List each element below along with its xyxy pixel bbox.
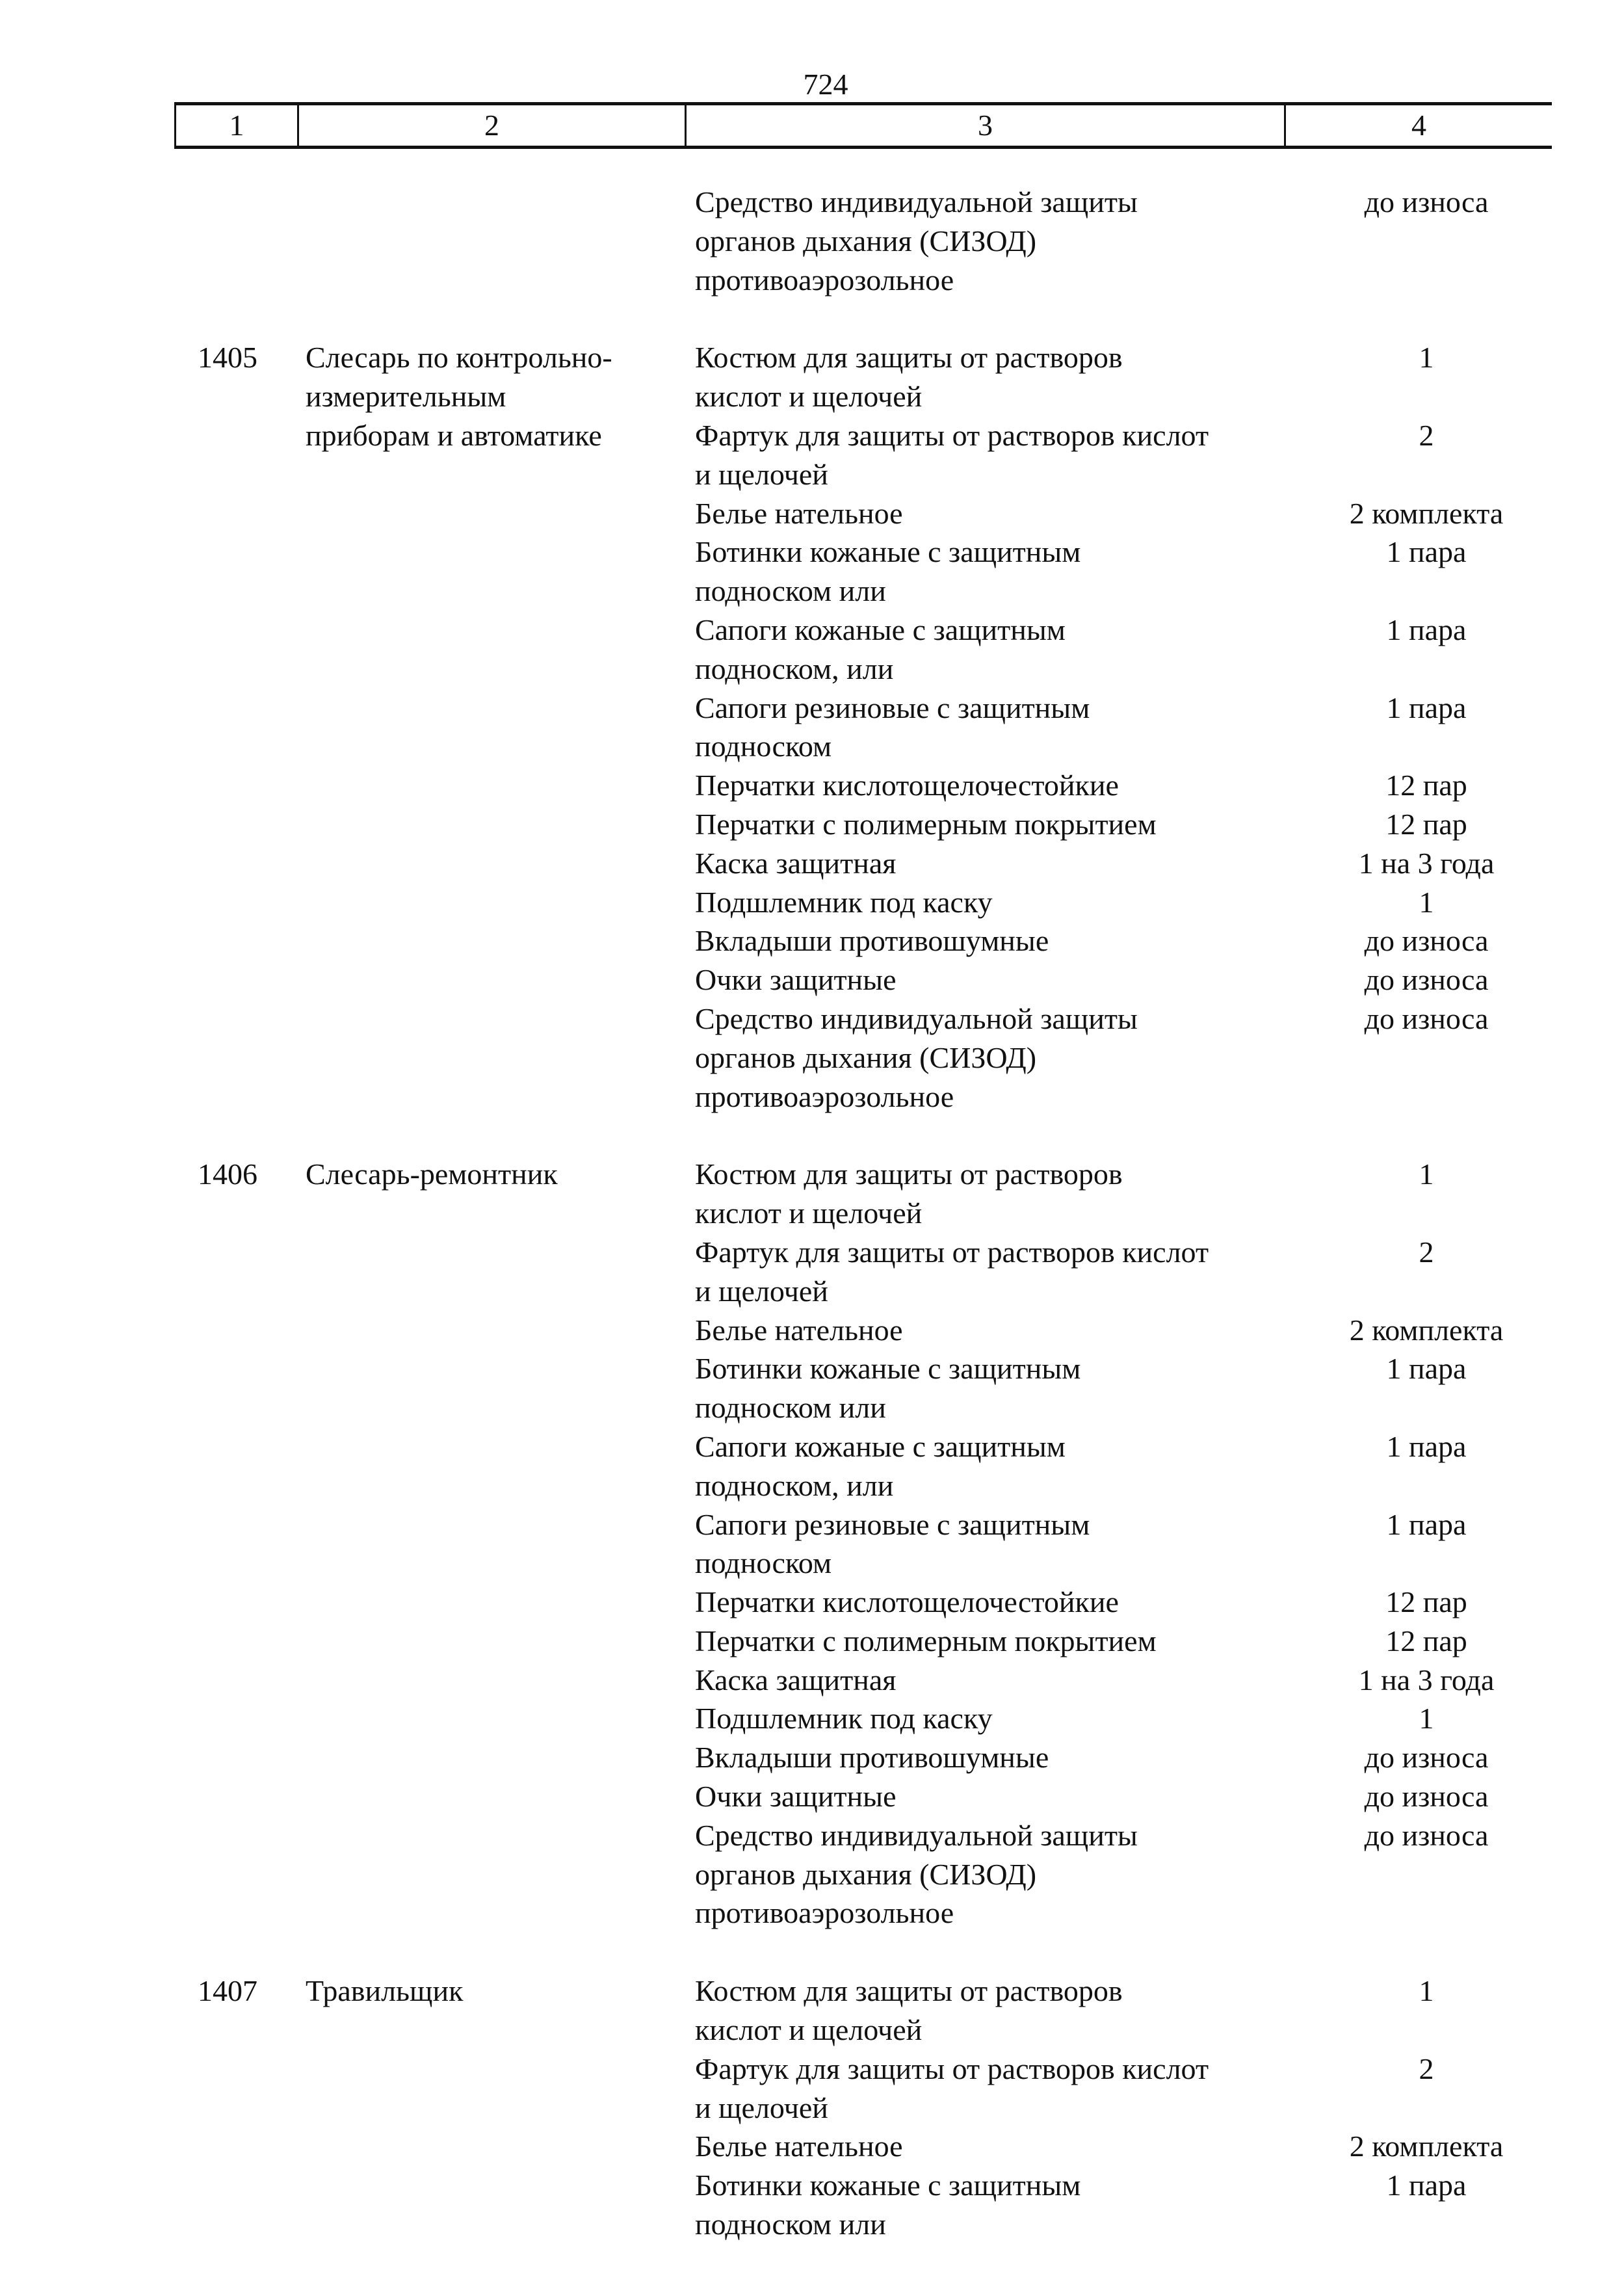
list-item	[695, 1972, 1624, 2050]
list-item	[695, 1311, 1624, 1350]
item-quantity: 2 комплекта	[1349, 1313, 1504, 1347]
header-col-1: 1	[176, 105, 299, 146]
item-name: Перчатки кислотощелочестойкие	[695, 1585, 1119, 1619]
list-item	[695, 338, 1624, 416]
item-name: Костюм для защиты от растворов кислот и щелочей	[695, 1974, 1123, 2047]
item-name: Каска защитная	[695, 846, 897, 880]
list-item	[695, 1583, 1624, 1622]
item-quantity: 1	[1419, 1157, 1434, 1191]
item-name: Сапоги резиновые с защитным подноском	[695, 1507, 1090, 1580]
header-col-3: 3	[687, 105, 1286, 146]
item-name: Средство индивидуальной защиты органов дыхания (СИЗОД) противоаэрозольное	[695, 185, 1138, 297]
table-header	[174, 102, 1552, 149]
item-quantity: 1 пара	[1386, 2169, 1467, 2202]
item-name: Ботинки кожаные с защитным подноском или	[695, 535, 1081, 608]
list-item	[695, 999, 1624, 1116]
item-quantity: 1	[1419, 341, 1434, 375]
item-quantity: до износа	[1364, 963, 1489, 997]
item-quantity: 1	[1419, 885, 1434, 919]
list-item	[695, 1738, 1624, 1777]
profession-name: Слесарь-ремонтник	[306, 1157, 558, 1191]
list-item	[695, 494, 1624, 533]
list-item	[695, 183, 1624, 299]
item-name: Фартук для защиты от растворов кислот и щелочей	[695, 1235, 1209, 1308]
list-item	[695, 1349, 1624, 1427]
item-quantity: 2	[1419, 1235, 1434, 1269]
list-item	[695, 1233, 1624, 1311]
item-name: Вкладыши противошумные	[695, 924, 1049, 958]
item-name: Подшлемник под каску	[695, 885, 993, 919]
list-item	[695, 960, 1624, 999]
item-name: Очки защитные	[695, 963, 897, 997]
item-quantity: 1 на 3 года	[1358, 1663, 1495, 1696]
item-quantity: 1 пара	[1386, 613, 1467, 646]
item-name: Средство индивидуальной защиты органов дыхания (СИЗОД) противоаэрозольное	[695, 1001, 1138, 1113]
list-item	[695, 1505, 1624, 1583]
table-row-group	[0, 338, 1624, 1116]
list-item	[695, 2050, 1624, 2128]
item-quantity: 1	[1419, 1702, 1434, 1735]
item-quantity: 12 пар	[1385, 769, 1467, 802]
list-item	[695, 883, 1624, 922]
list-item	[695, 2127, 1624, 2166]
list-item	[695, 611, 1624, 689]
item-quantity: 1	[1419, 1974, 1434, 2008]
item-quantity: 2 комплекта	[1349, 2130, 1504, 2163]
item-name: Ботинки кожаные с защитным подноском или	[695, 1352, 1081, 1425]
item-name: Костюм для защиты от растворов кислот и щелочей	[695, 341, 1123, 414]
header-col-2: 2	[299, 105, 687, 146]
list-item	[695, 1155, 1624, 1233]
list-item	[695, 1699, 1624, 1738]
item-name: Ботинки кожаные с защитным подноском или	[695, 2169, 1081, 2241]
list-item	[695, 1661, 1624, 1700]
item-name: Перчатки с полимерным покрытием	[695, 807, 1157, 841]
list-item	[695, 1816, 1624, 1933]
item-quantity: до износа	[1364, 185, 1489, 218]
profession-name: Слесарь по контрольно- измерительным приборам и автоматике	[306, 341, 612, 452]
list-item	[695, 844, 1624, 883]
list-item	[695, 1622, 1624, 1661]
header-col-4: 4	[1411, 109, 1426, 142]
item-name: Перчатки с полимерным покрытием	[695, 1624, 1157, 1657]
item-name: Белье нательное	[695, 496, 903, 530]
item-name: Фартук для защиты от растворов кислот и щелочей	[695, 418, 1209, 491]
list-item	[695, 533, 1624, 611]
table-row-group	[0, 1155, 1624, 1933]
item-list	[695, 183, 1624, 299]
item-quantity: 2	[1419, 418, 1434, 452]
item-name: Белье нательное	[695, 2130, 903, 2163]
list-item	[695, 1427, 1624, 1505]
item-quantity: до износа	[1364, 1001, 1489, 1035]
item-quantity: 12 пар	[1385, 807, 1467, 841]
item-quantity: 1 на 3 года	[1358, 846, 1495, 880]
item-list	[695, 1972, 1624, 2244]
item-quantity: до износа	[1364, 924, 1489, 958]
item-name: Подшлемник под каску	[695, 1702, 993, 1735]
row-number: 1406	[198, 1157, 257, 1191]
profession-name: Травильщик	[306, 1974, 464, 2008]
item-quantity: 1 пара	[1386, 1352, 1467, 1386]
item-quantity: до износа	[1364, 1741, 1489, 1775]
list-item	[695, 1777, 1624, 1816]
list-item	[695, 766, 1624, 805]
item-quantity: 12 пар	[1385, 1624, 1467, 1657]
row-number: 1405	[198, 341, 257, 375]
item-name: Очки защитные	[695, 1780, 897, 1814]
item-name: Средство индивидуальной защиты органов дыхания (СИЗОД) противоаэрозольное	[695, 1818, 1138, 1930]
item-quantity: 2 комплекта	[1349, 496, 1504, 530]
item-quantity: до износа	[1364, 1818, 1489, 1852]
item-name: Костюм для защиты от растворов кислот и щелочей	[695, 1157, 1123, 1230]
item-name: Фартук для защиты от растворов кислот и щелочей	[695, 2052, 1209, 2124]
item-name: Перчатки кислотощелочестойкие	[695, 769, 1119, 802]
item-quantity: 1 пара	[1386, 1429, 1467, 1463]
item-name: Сапоги резиновые с защитным подноском	[695, 691, 1090, 763]
list-item	[695, 2166, 1624, 2244]
list-item	[695, 805, 1624, 844]
page-number: 724	[803, 68, 848, 101]
item-name: Белье нательное	[695, 1313, 903, 1347]
table-row-group	[0, 183, 1624, 299]
item-list	[695, 338, 1624, 1116]
list-item	[695, 416, 1624, 494]
row-number: 1407	[198, 1974, 257, 2008]
table-row-group	[0, 1972, 1624, 2244]
item-name: Каска защитная	[695, 1663, 897, 1696]
item-quantity: 2	[1419, 2052, 1434, 2085]
list-item	[695, 921, 1624, 960]
item-quantity: 1 пара	[1386, 1507, 1467, 1541]
item-quantity: 1 пара	[1386, 535, 1467, 569]
list-item	[695, 689, 1624, 767]
item-list	[695, 1155, 1624, 1933]
table-body	[0, 183, 1624, 2283]
item-name: Сапоги кожаные с защитным подноском, или	[695, 1429, 1066, 1502]
item-quantity: 1 пара	[1386, 691, 1467, 724]
item-quantity: 12 пар	[1385, 1585, 1467, 1619]
item-name: Сапоги кожаные с защитным подноском, или	[695, 613, 1066, 685]
item-quantity: до износа	[1364, 1780, 1489, 1814]
item-name: Вкладыши противошумные	[695, 1741, 1049, 1775]
